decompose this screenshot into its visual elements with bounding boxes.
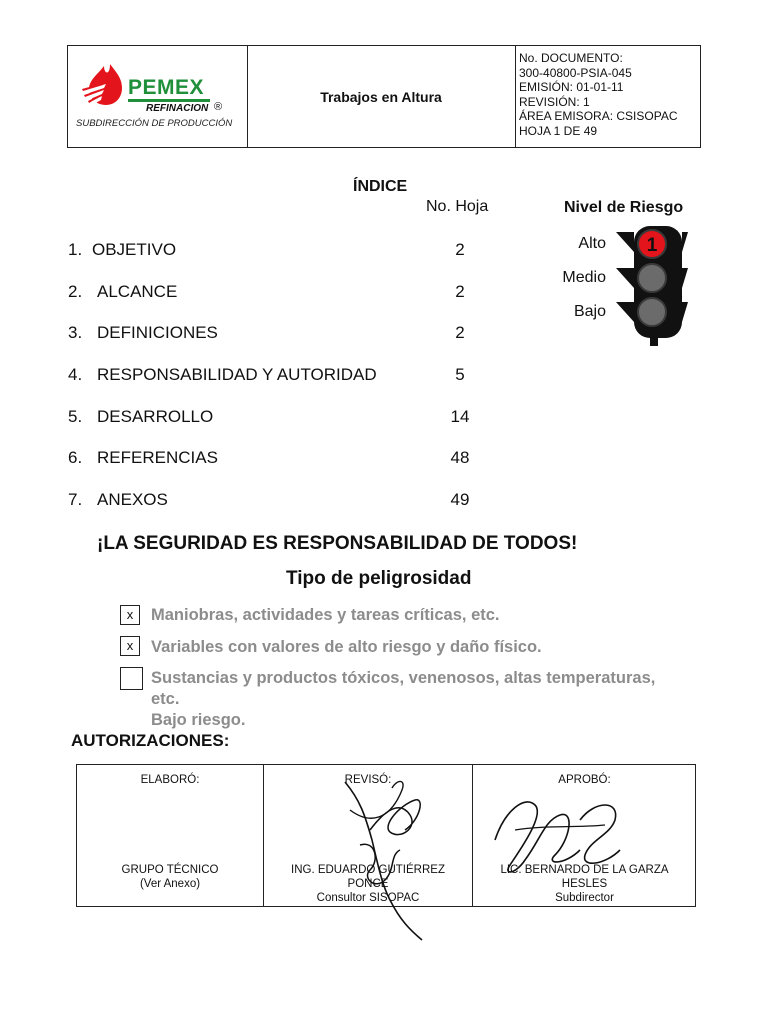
pemex-eagle-logo bbox=[82, 62, 128, 108]
index-label: RESPONSABILIDAD Y AUTORIDAD bbox=[97, 365, 377, 384]
visor-left bbox=[616, 232, 634, 252]
traffic-light-icon bbox=[614, 222, 690, 348]
hazard-low-risk: Bajo riesgo. bbox=[151, 711, 246, 729]
page-column-header: No. Hoja bbox=[426, 198, 489, 215]
index-num: 7. bbox=[68, 490, 83, 509]
index-label: REFERENCIAS bbox=[97, 448, 218, 467]
index-num: 3. bbox=[68, 323, 83, 342]
signature-name: ING. EDUARDO GUTIÉRREZ bbox=[291, 864, 445, 876]
signature-name: GRUPO TÉCNICO bbox=[121, 864, 219, 876]
visor-right bbox=[682, 232, 688, 252]
signature-detail: (Ver Anexo) bbox=[139, 878, 201, 890]
authorizations-title: AUTORIZACIONES: bbox=[71, 731, 230, 750]
signature-cell-elaboro bbox=[77, 765, 263, 906]
signature-name: HESLES bbox=[561, 878, 608, 890]
hazard-checkbox[interactable]: x bbox=[120, 605, 140, 625]
logo-underline bbox=[128, 99, 210, 102]
meta-line: ÁREA EMISORA: CSISOPAC bbox=[519, 109, 678, 124]
index-page: 48 bbox=[450, 448, 470, 467]
signature-detail: Subdirector bbox=[555, 892, 614, 904]
logo-division: SUBDIRECCIÓN DE PRODUCCIÓN bbox=[76, 118, 233, 129]
hazard-option-label: Maniobras, actividades y tareas críticas, etc. bbox=[151, 606, 500, 624]
hazard-checkbox[interactable]: x bbox=[120, 636, 140, 656]
meta-line: EMISIÓN: 01-01-11 bbox=[519, 80, 624, 95]
index-page: 14 bbox=[450, 407, 470, 426]
logo-wordmark: PEMEX bbox=[128, 76, 205, 99]
index-title: ÍNDICE bbox=[353, 178, 408, 195]
risk-label-low: Bajo bbox=[573, 303, 606, 320]
light-medium bbox=[638, 264, 666, 292]
registered-mark: ® bbox=[214, 101, 223, 113]
meta-line: 300-40800-PSIA-045 bbox=[519, 65, 632, 80]
meta-line: No. DOCUMENTO: bbox=[519, 51, 623, 65]
light-high-badge: 1 bbox=[646, 235, 658, 256]
risk-label-medium: Medio bbox=[562, 269, 606, 286]
index-label: ANEXOS bbox=[97, 490, 168, 509]
index-page: 5 bbox=[455, 365, 465, 384]
document-meta bbox=[516, 51, 703, 139]
document-header bbox=[67, 45, 701, 148]
signature-reviso-scribble bbox=[330, 770, 440, 945]
hazard-option-label-cont: etc. bbox=[151, 690, 180, 708]
logo-cell bbox=[68, 46, 248, 147]
index-page: 49 bbox=[450, 490, 470, 509]
signature-role: APROBÓ: bbox=[558, 774, 611, 786]
index-num: 4. bbox=[68, 365, 83, 384]
hazard-checkbox[interactable] bbox=[120, 667, 143, 690]
index-label: OBJETIVO bbox=[92, 240, 177, 259]
signature-role: REVISÓ: bbox=[344, 774, 392, 786]
document-title: Trabajos en Altura bbox=[247, 46, 516, 147]
index-num: 5. bbox=[68, 407, 83, 426]
visor-right bbox=[682, 268, 688, 288]
signature-detail: Consultor SISOPAC bbox=[316, 892, 420, 904]
risk-level-title: Nivel de Riesgo bbox=[564, 199, 684, 216]
meta-line: REVISIÓN: 1 bbox=[519, 94, 590, 109]
visor-left bbox=[616, 302, 634, 322]
logo-subtitle: REFINACION bbox=[146, 103, 209, 114]
signature-name: LIC. BERNARDO DE LA GARZA bbox=[500, 864, 669, 876]
traffic-light-pole bbox=[650, 336, 658, 346]
index-num: 6. bbox=[68, 448, 83, 467]
signature-role: ELABORÓ: bbox=[140, 774, 200, 786]
hazard-option-label: Sustancias y productos tóxicos, venenosos, altas temperaturas, bbox=[151, 669, 656, 687]
hazard-option-label: Variables con valores de alto riesgo y daño físico. bbox=[151, 638, 542, 656]
signature-name: PONCE bbox=[347, 878, 389, 890]
meta-line: HOJA 1 DE 49 bbox=[519, 123, 598, 138]
visor-left bbox=[616, 268, 634, 288]
visor-right bbox=[682, 302, 688, 322]
index-page: 2 bbox=[455, 240, 465, 259]
index-label: DEFINICIONES bbox=[97, 323, 218, 342]
safety-slogan: ¡LA SEGURIDAD ES RESPONSABILIDAD DE TODOS! bbox=[97, 533, 578, 554]
index-num: 2. bbox=[68, 282, 83, 301]
index-label: ALCANCE bbox=[97, 282, 178, 301]
hazard-type-title: Tipo de peligrosidad bbox=[286, 568, 472, 589]
risk-label-high: Alto bbox=[578, 235, 606, 252]
light-low bbox=[638, 298, 666, 326]
signature-aprobo-scribble bbox=[485, 780, 635, 890]
index-page: 2 bbox=[455, 282, 465, 301]
index-num: 1. bbox=[68, 240, 83, 259]
index-page: 2 bbox=[455, 323, 465, 342]
index-label: DESARROLLO bbox=[97, 407, 214, 426]
signature-footer bbox=[77, 863, 263, 891]
